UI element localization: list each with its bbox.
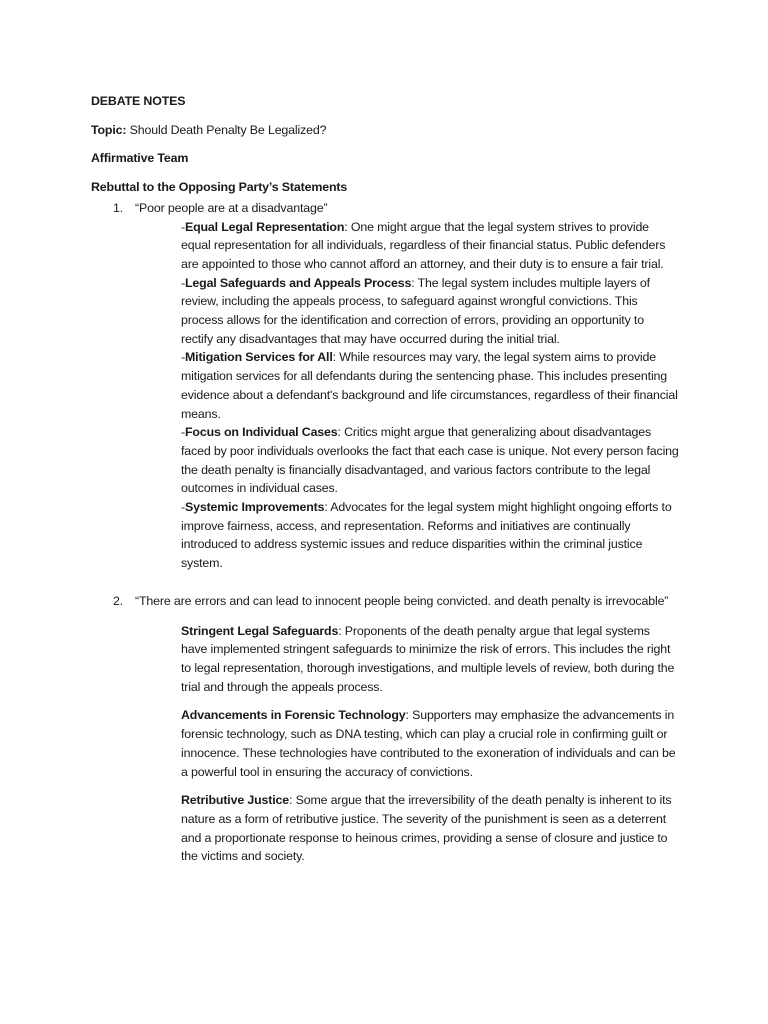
point-text: : The legal system includes multiple layers of review, including the appeals process, to safeguard against wrongful convictions. This process allows for the identification and correction of errors, providing an opportunity to rectify any disadvantages that may have occurred during the initial trial.	[181, 275, 650, 346]
document-body	[91, 92, 691, 876]
rebuttal-point	[181, 274, 679, 349]
rebuttal-point	[181, 423, 679, 498]
point-title: Focus on Individual Cases	[184, 425, 338, 440]
rebuttal-heading: Rebuttal to the Opposing Party’s Statements	[91, 180, 348, 195]
rebuttal-point	[181, 348, 679, 423]
point-title: Mitigation Services for All	[184, 350, 333, 365]
item-number: 2.	[113, 593, 124, 608]
topic-line	[91, 121, 691, 140]
item-statement-line	[91, 199, 691, 218]
point-title: Advancements in Forensic Technology	[181, 708, 406, 723]
item-statement-line	[91, 592, 691, 611]
point-title: Legal Safeguards and Appeals Process	[184, 275, 412, 290]
point-title: Equal Legal Representation	[184, 219, 345, 234]
point-text: : Some argue that the irreversibility of the death penalty is inherent to its nature as a form of retributive justice. The severity of the punishment is seen as a deterrent and a proportionate response to heinous crimes, providing a sense of closure and justice to the victims and society.	[181, 793, 672, 864]
rebuttal-point	[181, 498, 679, 573]
topic-label: Topic:	[91, 122, 127, 137]
document-title: DEBATE NOTES	[91, 94, 186, 108]
point-prefix: -	[181, 425, 185, 440]
point-text: : Critics might argue that generalizing about disadvantages faced by poor individuals overlooks the fact that each case is unique. Not every person facing the death penalty is financially disadvantaged, and various factors contribute to the legal outcomes in individual cases.	[181, 425, 679, 496]
rebuttal-point	[181, 218, 679, 274]
point-prefix: -	[181, 500, 185, 515]
point-text: : Supporters may emphasize the advancements in forensic technology, such as DNA testing, which can play a crucial role in confirming guilt or innocence. These technologies have contributed to the exoneration of individuals and can be a powerful tool in ensuring the accuracy of convictions.	[181, 708, 676, 779]
rebuttal-point	[181, 706, 679, 781]
topic-text: Should Death Penalty Be Legalized?	[126, 122, 327, 137]
point-title: Stringent Legal Safeguards	[181, 623, 339, 638]
team-heading: Affirmative Team	[91, 151, 189, 166]
item-statement: “Poor people are at a disadvantage”	[135, 200, 328, 215]
rebuttal-item	[91, 592, 691, 866]
point-prefix: -	[181, 275, 185, 290]
rebuttal-point	[181, 791, 679, 866]
spacer	[91, 573, 691, 592]
point-title: Systemic Improvements	[184, 500, 325, 515]
point-title: Retributive Justice	[181, 793, 290, 808]
point-text: : One might argue that the legal system strives to provide equal representation for all individuals, regardless of their financial status. Public defenders are appointed to those who cannot afford an attorney, and their duty is to ensure a fair trial.	[181, 219, 666, 271]
point-text: : While resources may vary, the legal system aims to provide mitigation services for all defendants during the sentencing phase. This includes presenting evidence about a defendant's background and life circumstances, regardless of their financial means.	[181, 350, 678, 421]
point-prefix: -	[181, 350, 185, 365]
item-points	[181, 622, 679, 866]
rebuttal-item	[91, 199, 691, 573]
item-number: 1.	[113, 200, 124, 215]
item-points	[181, 218, 679, 573]
point-text: : Advocates for the legal system might highlight ongoing efforts to improve fairness, access, and representation. Reforms and initiatives are continually introduced to address systemic issues and reduce disparities within the criminal justice system.	[181, 500, 672, 571]
item-statement: “There are errors and can lead to innocent people being convicted. and death penalty is irrevocable”	[135, 593, 669, 608]
point-text: : Proponents of the death penalty argue that legal systems have implemented stringent safeguards to minimize the risk of errors. This includes the right to legal representation, thorough investigations, and multiple levels of review, both during the trial and through the appeals process.	[181, 623, 675, 694]
point-prefix: -	[181, 219, 185, 234]
rebuttal-point	[181, 622, 679, 697]
